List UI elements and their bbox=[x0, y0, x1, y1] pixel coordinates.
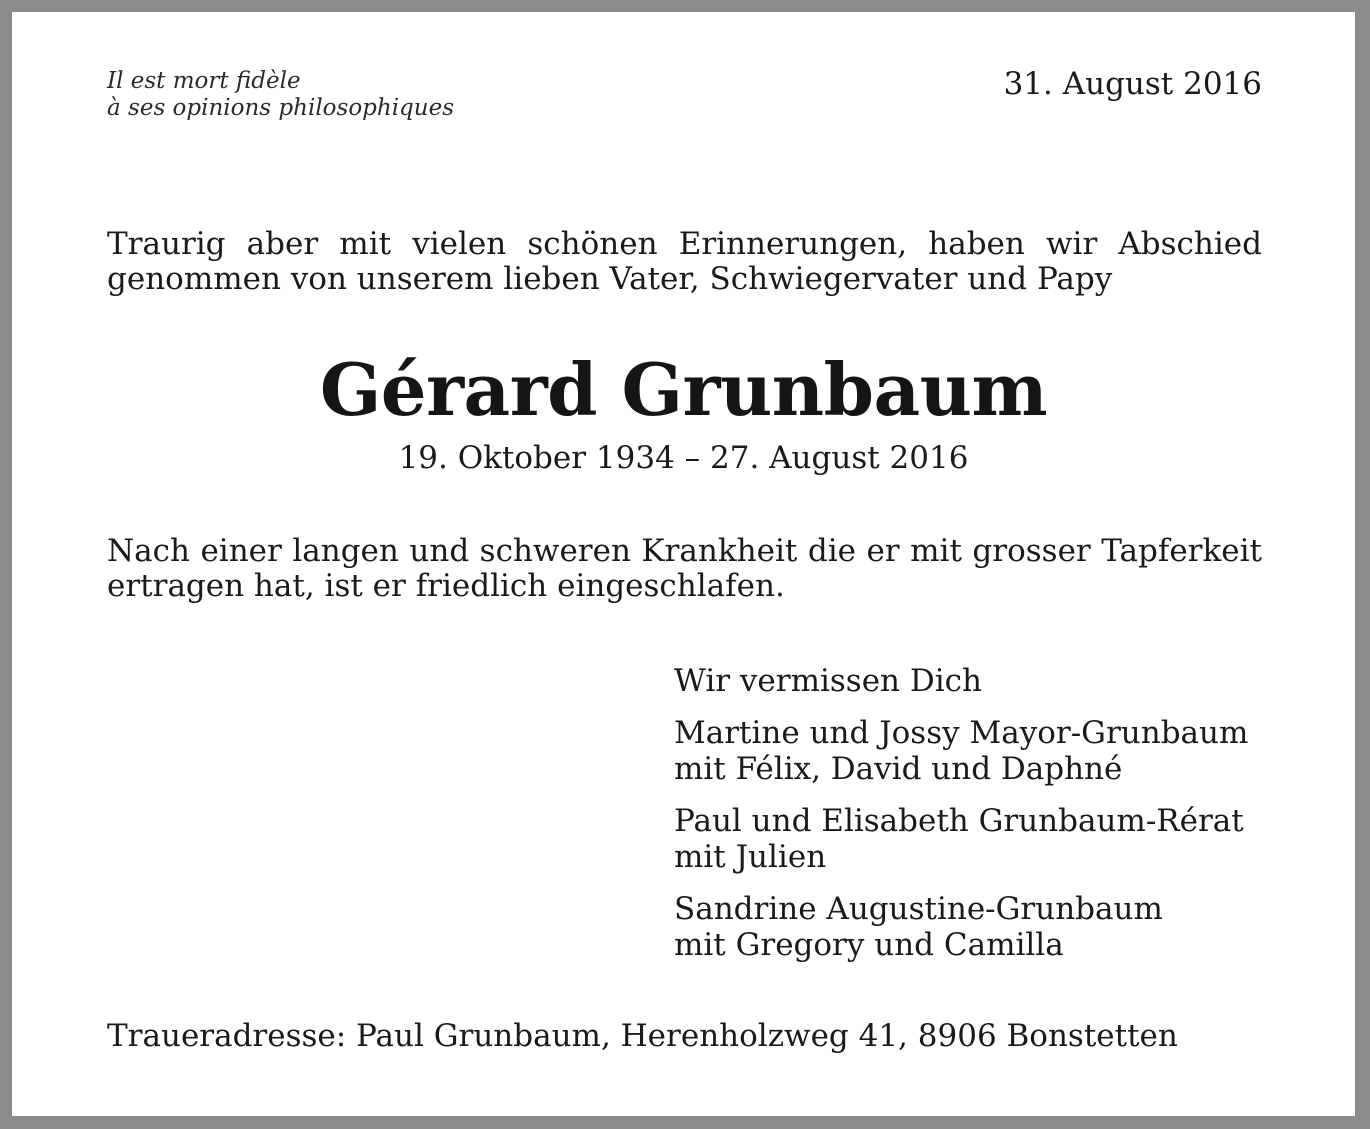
family-entry bbox=[674, 891, 1248, 963]
family-children: mit Félix, David und Daphné bbox=[674, 751, 1123, 787]
family-names: Martine und Jossy Mayor-Grunbaum bbox=[674, 715, 1249, 751]
family-children: mit Gregory und Camilla bbox=[674, 927, 1064, 963]
obituary-card bbox=[12, 12, 1355, 1116]
passage-text bbox=[107, 534, 1262, 604]
family-entry bbox=[674, 715, 1248, 787]
passage-line-2: ertragen hat, ist er friedlich eingeschlafen. bbox=[107, 568, 785, 604]
mourning-address: Traueradresse: Paul Grunbaum, Herenholzweg 41, 8906 Bonstetten bbox=[107, 1018, 1178, 1054]
closing-line: Wir vermissen Dich bbox=[674, 663, 982, 699]
passage-line-1: Nach einer langen und schweren Krankheit die er mit grosser Tapferkeit bbox=[107, 533, 1262, 569]
family-names: Sandrine Augustine-Grunbaum bbox=[674, 891, 1163, 927]
signatures bbox=[674, 663, 1248, 979]
intro-line-2: genommen von unserem lieben Vater, Schwiegervater und Papy bbox=[107, 261, 1113, 297]
motto-line-1: Il est mort fidèle bbox=[107, 68, 301, 94]
deceased-name: Gérard Grunbaum bbox=[319, 347, 1048, 432]
motto-line-2: à ses opinions philosophiques bbox=[107, 95, 455, 121]
intro-text bbox=[107, 227, 1262, 297]
family-children: mit Julien bbox=[674, 839, 827, 875]
family-entry bbox=[674, 803, 1248, 875]
lifespan: 19. Oktober 1934 – 27. August 2016 bbox=[398, 440, 969, 476]
family-names: Paul und Elisabeth Grunbaum-Rérat bbox=[674, 803, 1244, 839]
motto bbox=[107, 68, 454, 122]
publication-date: 31. August 2016 bbox=[1003, 66, 1262, 102]
intro-line-1: Traurig aber mit vielen schönen Erinnerungen, haben wir Abschied bbox=[107, 226, 1262, 262]
